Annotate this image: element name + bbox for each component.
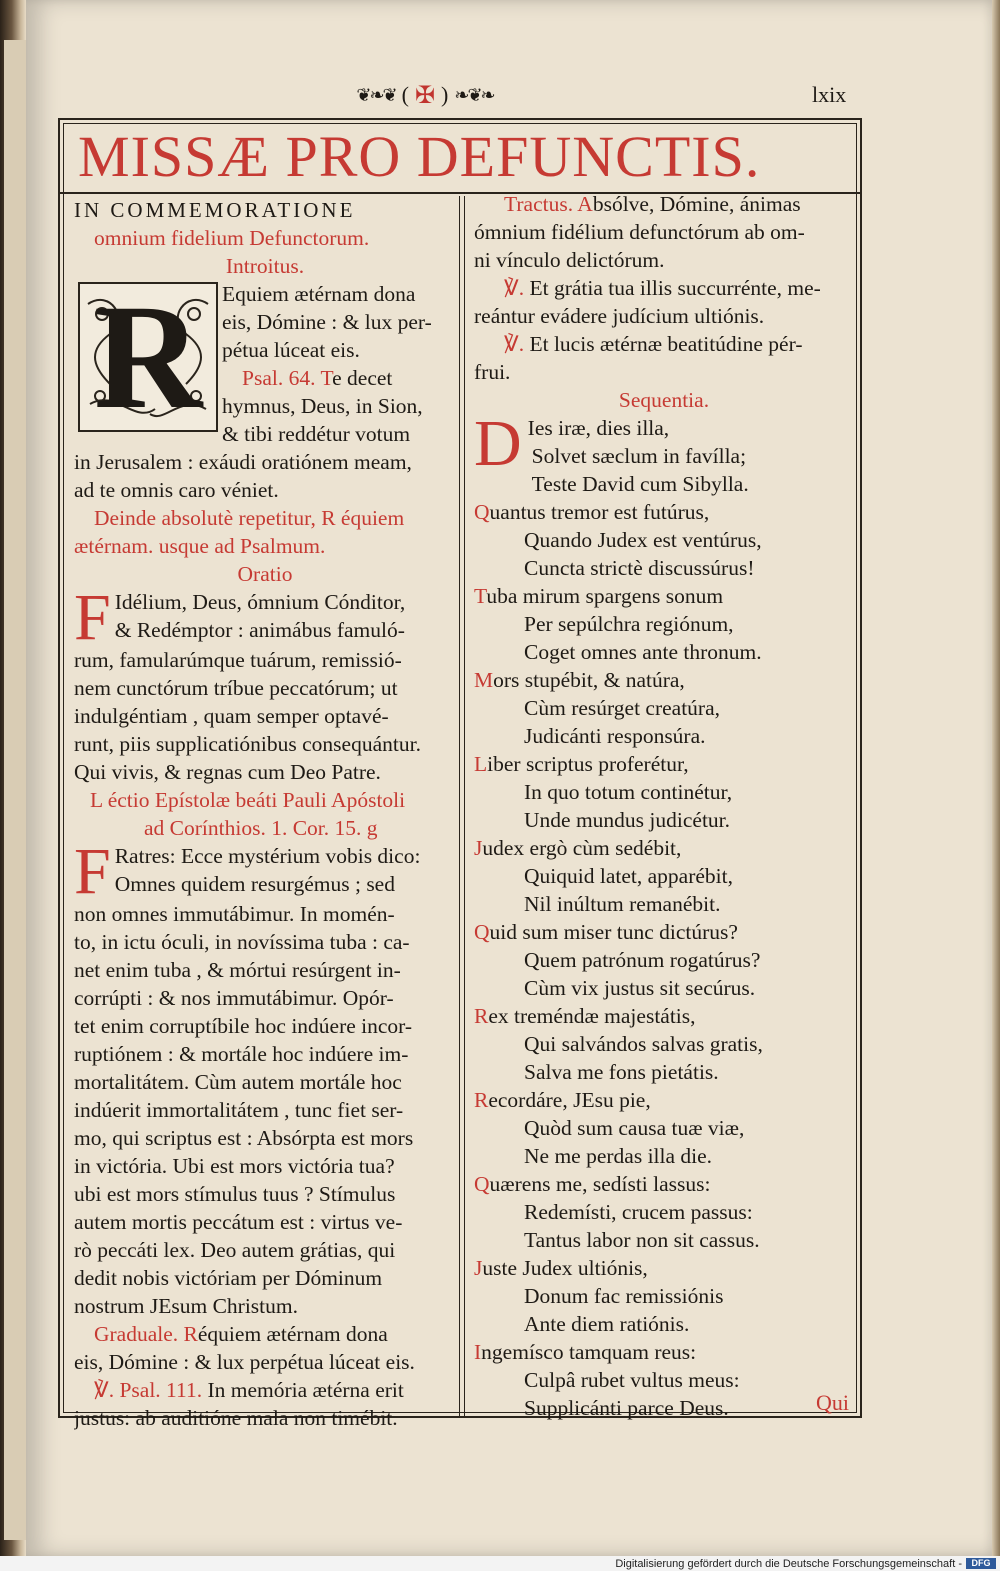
- epistle-line: dedit nobis victóriam per Dóminum: [74, 1266, 383, 1290]
- sequence-line: Salva me fons pietátis.: [524, 1060, 719, 1084]
- stanza-initial: T: [474, 584, 487, 608]
- left-page-edge: [4, 40, 27, 1540]
- sequence-line: Culpâ rubet vultus meus:: [524, 1368, 740, 1392]
- tractus-label: Tractus.: [504, 192, 574, 216]
- stanza-text: uste Judex ultiónis,: [482, 1256, 648, 1280]
- sequence-line: [474, 582, 854, 610]
- sequence-line: [474, 1254, 854, 1282]
- introitus-label: Introitus.: [225, 254, 305, 278]
- lectio-title: éctio Epístolæ beáti Pauli Apóstoli: [107, 788, 406, 812]
- stanza-text: uantus tremor est futúrus,: [489, 500, 710, 524]
- stanza-initial: Q: [474, 1172, 490, 1196]
- footer-bar: [0, 1556, 1000, 1571]
- introit-line: eis, Dómine : & lux per-: [222, 310, 432, 334]
- stanza-initial: Q: [474, 920, 490, 944]
- paren-open: (: [401, 82, 409, 107]
- epistle-line: autem mortis peccátum est : virtus ve-: [74, 1210, 403, 1234]
- stanza-text: ors stupébit, & natúra,: [493, 668, 685, 692]
- oratio-line: & Redémptor : animábus famuló-: [114, 618, 405, 642]
- versicle-label: ℣. Psal. 111.: [94, 1378, 203, 1402]
- tractus-line: ómnium fidélium defunctórum ab om-: [474, 220, 805, 244]
- stanza-initial: M: [474, 668, 494, 692]
- sequence-line: Quando Judex est ventúrus,: [524, 528, 762, 552]
- sequence-line: [474, 1338, 854, 1366]
- oratio-initial: F: [74, 588, 111, 654]
- graduale-text: équiem ætérnam dona: [197, 1322, 388, 1346]
- sequence-line: Unde mundus judicétur.: [524, 808, 731, 832]
- fratres-block: [74, 842, 456, 1320]
- lectio-initial: L: [90, 788, 103, 812]
- sequence-line: [474, 1170, 854, 1198]
- versicle-line: [74, 1376, 456, 1404]
- sequence-line: Ne me perdas illa die.: [524, 1144, 713, 1168]
- sequence-line: [474, 498, 854, 526]
- sequence-line: Quiquid latet, apparébit,: [524, 864, 733, 888]
- psalm-ref: Psal. 64.: [242, 366, 316, 390]
- introit-line: in Jerusalem : exáudi oratiónem meam,: [74, 450, 412, 474]
- sequence-line: Supplicánti parce Deus.: [524, 1396, 729, 1420]
- right-page-edge: [992, 0, 1000, 1556]
- tractus-line: ni vínculo delictórum.: [474, 248, 665, 272]
- stanza-initial: J: [474, 1256, 483, 1280]
- sequence-line: Ies iræ, dies illa,: [527, 416, 670, 440]
- sequence-line: Solvet sæclum in favílla;: [531, 444, 747, 468]
- sequence-stanza: [474, 414, 854, 498]
- introit-line: Equiem ætérnam dona: [222, 282, 416, 306]
- header-ornament: [330, 80, 520, 110]
- stanza-initial: I: [474, 1340, 482, 1364]
- versicle-line: [474, 330, 854, 358]
- psalm-initial: T: [320, 366, 333, 390]
- introit-line: & tibi reddétur votum: [222, 422, 411, 446]
- fleuron-left-icon: ❦❧❦: [356, 84, 396, 105]
- dropcap-letter: R: [93, 282, 203, 432]
- introit-line: ad te omnis caro véniet.: [74, 478, 279, 502]
- versicle-mark: ℣.: [504, 276, 525, 300]
- graduale-initial: R: [183, 1322, 198, 1346]
- folio-number: lxix: [812, 82, 847, 107]
- graduale-label: Graduale.: [94, 1322, 179, 1346]
- right-column: [474, 190, 854, 1422]
- stanza-text: ecordáre, JEsu pie,: [488, 1088, 651, 1112]
- stanza-text: ngemísco tamquam reus:: [481, 1340, 697, 1364]
- sequence-line: Coget omnes ante thronum.: [524, 640, 762, 664]
- oratio-line: Qui vivis, & regnas cum Deo Patre.: [74, 760, 381, 784]
- lectio-title: ad Corínthios.: [144, 816, 266, 840]
- sequence-line: [474, 1002, 854, 1030]
- stanza-text: uærens me, sedísti lassus:: [489, 1172, 711, 1196]
- versicle-text: Et grátia tua illis succurrénte, me-: [529, 276, 821, 300]
- stanza-text: udex ergò cùm sedébit,: [482, 836, 682, 860]
- rubric-line: ætérnam. usque ad Psalmum.: [74, 534, 326, 558]
- sequence-line: Quòd sum causa tuæ viæ,: [524, 1116, 745, 1140]
- lectio-line: [74, 814, 456, 842]
- versicle-line: [474, 274, 854, 302]
- epistle-line: in victória. Ubi est mors victória tua?: [74, 1154, 395, 1178]
- catchword: Qui: [816, 1390, 849, 1415]
- tractus-initial: A: [577, 192, 593, 216]
- epistle-line: rò peccáti lex. Deo autem grátias, qui: [74, 1238, 396, 1262]
- stanza-text: ex treméndæ majestátis,: [488, 1004, 696, 1028]
- stanza-initial: J: [474, 836, 483, 860]
- sequence-line: Tantus labor non sit cassus.: [524, 1228, 760, 1252]
- oratio-block: [74, 588, 456, 786]
- epistle-line: net enim tuba , & mórtui resúrgent in-: [74, 958, 401, 982]
- paren-close: ): [441, 82, 449, 107]
- stanza-initial: R: [474, 1004, 489, 1028]
- versicle-text: In memória ætérna erit: [207, 1378, 404, 1402]
- oratio-line: indulgéntiam , quam semper optavé-: [74, 704, 389, 728]
- sequence-line: Judicánti responsúra.: [524, 724, 706, 748]
- sequence-line: Cùm vix justus sit secúrus.: [524, 976, 756, 1000]
- sequence-line: Nil inúltum remanébit.: [524, 892, 721, 916]
- sequence-line: Qui salvándos salvas gratis,: [524, 1032, 763, 1056]
- oratio-line: nem cunctórum tríbue peccatórum; ut: [74, 676, 398, 700]
- sequence-line: Cuncta strictè discussúrus!: [524, 556, 755, 580]
- sequence-line: Ante diem ratiónis.: [524, 1312, 690, 1336]
- psalm-line: [222, 364, 456, 392]
- epistle-line: ubi est mors stímulus tuus ? Stímulus: [74, 1182, 396, 1206]
- oratio-line: Idélium, Deus, ómnium Cónditor,: [114, 590, 406, 614]
- dies-initial: D: [474, 414, 522, 480]
- heading-commemoratione: IN COMMEMORATIONE: [74, 198, 356, 222]
- sequence-line: Donum fac remissiónis: [524, 1284, 724, 1308]
- stanza-initial: R: [474, 1088, 489, 1112]
- introit-line: hymnus, Deus, in Sion,: [222, 394, 423, 418]
- stanza-initial: Q: [474, 500, 490, 524]
- epistle-line: to, in ictu óculi, in novíssima tuba : ca-: [74, 930, 410, 954]
- epistle-line: Ratres: Ecce mystérium vobis dico:: [114, 844, 421, 868]
- footer-credit: Digitalisierung gefördert durch die Deutsche Forschungsgemeinschaft -: [615, 1558, 962, 1570]
- tractus-text: bsólve, Dómine, ánimas: [592, 192, 801, 216]
- sequentia-label: Sequentia.: [618, 388, 710, 412]
- sequence-line: [474, 834, 854, 862]
- epistle-line: tet enim corruptíbile hoc indúere incor-: [74, 1014, 413, 1038]
- stanza-text: uba mirum spargens sonum: [486, 584, 724, 608]
- oratio-line: runt, piis supplicatiónibus consequántur.: [74, 732, 421, 756]
- psalm-text: e decet: [332, 366, 393, 390]
- sequence-line: Redemísti, crucem passus:: [524, 1200, 753, 1224]
- sequence-line: [474, 918, 854, 946]
- column-rule: [459, 196, 465, 1418]
- sequence-line: [474, 750, 854, 778]
- page-title: MISSÆ PRO DEFUNCTIS.: [78, 124, 761, 189]
- lectio-ref: 1. Cor. 15. g: [271, 816, 378, 840]
- versicle-line: justus: ab auditióne mala non timébit.: [74, 1406, 398, 1430]
- sequence-line: [474, 666, 854, 694]
- epistle-line: mortalitátem. Cùm autem mortále hoc: [74, 1070, 402, 1094]
- epistle-line: ruptiónem : & mortále hoc indúere im-: [74, 1042, 409, 1066]
- dfg-logo: DFG: [966, 1558, 996, 1569]
- sequence-line: [474, 1086, 854, 1114]
- sequence-line: Cùm resúrget creatúra,: [524, 696, 721, 720]
- fleuron-right-icon: ❧❦❧: [454, 84, 494, 105]
- epistle-line: corrúpti : & nos immutábimur. Opór-: [74, 986, 394, 1010]
- oratio-line: rum, famularúmque tuárum, remissió-: [74, 648, 402, 672]
- versicle-text: Et lucis ætérnæ beatitúdine pér-: [529, 332, 803, 356]
- rubric-line: Deinde absolutè repetitur, R équiem: [94, 506, 405, 530]
- sequence-line: Quem patrónum rogatúrus?: [524, 948, 761, 972]
- lectio-line: [74, 786, 456, 814]
- stanza-text: iber scriptus proferétur,: [487, 752, 689, 776]
- epistle-line: non omnes immutábimur. In momén-: [74, 902, 395, 926]
- sequence-line: In quo totum continétur,: [524, 780, 733, 804]
- sequence-stanzas: [474, 498, 854, 1422]
- fratres-initial: F: [74, 842, 111, 908]
- epistle-line: mo, qui scriptus est : Absórpta est mors: [74, 1126, 414, 1150]
- graduale-line: eis, Dómine : & lux perpétua lúceat eis.: [74, 1350, 415, 1374]
- versicle-mark: ℣.: [504, 332, 525, 356]
- stanza-initial: L: [474, 752, 488, 776]
- epistle-line: indúerit immortalitátem , tunc fiet ser-: [74, 1098, 404, 1122]
- oratio-label: Oratio: [237, 562, 293, 586]
- sequence-line: Teste David cum Sibylla.: [531, 472, 749, 496]
- epistle-line: Omnes quidem resurgémus ; sed: [114, 872, 395, 896]
- epistle-line: nostrum JEsum Christum.: [74, 1294, 298, 1318]
- graduale-line: [74, 1320, 456, 1348]
- cross-icon: ✠: [414, 82, 436, 109]
- sequence-line: Per sepúlchra regiónum,: [524, 612, 734, 636]
- decorated-initial-r: [78, 282, 218, 432]
- stanza-text: uid sum miser tunc dictúrus?: [489, 920, 738, 944]
- tractus-line: [474, 190, 854, 218]
- heading-defunctorum: omnium fidelium Defunctorum.: [94, 226, 370, 250]
- versicle-line: reántur evádere judícium ultiónis.: [474, 304, 765, 328]
- versicle-line: frui.: [474, 360, 511, 384]
- introit-line: pétua lúceat eis.: [222, 338, 360, 362]
